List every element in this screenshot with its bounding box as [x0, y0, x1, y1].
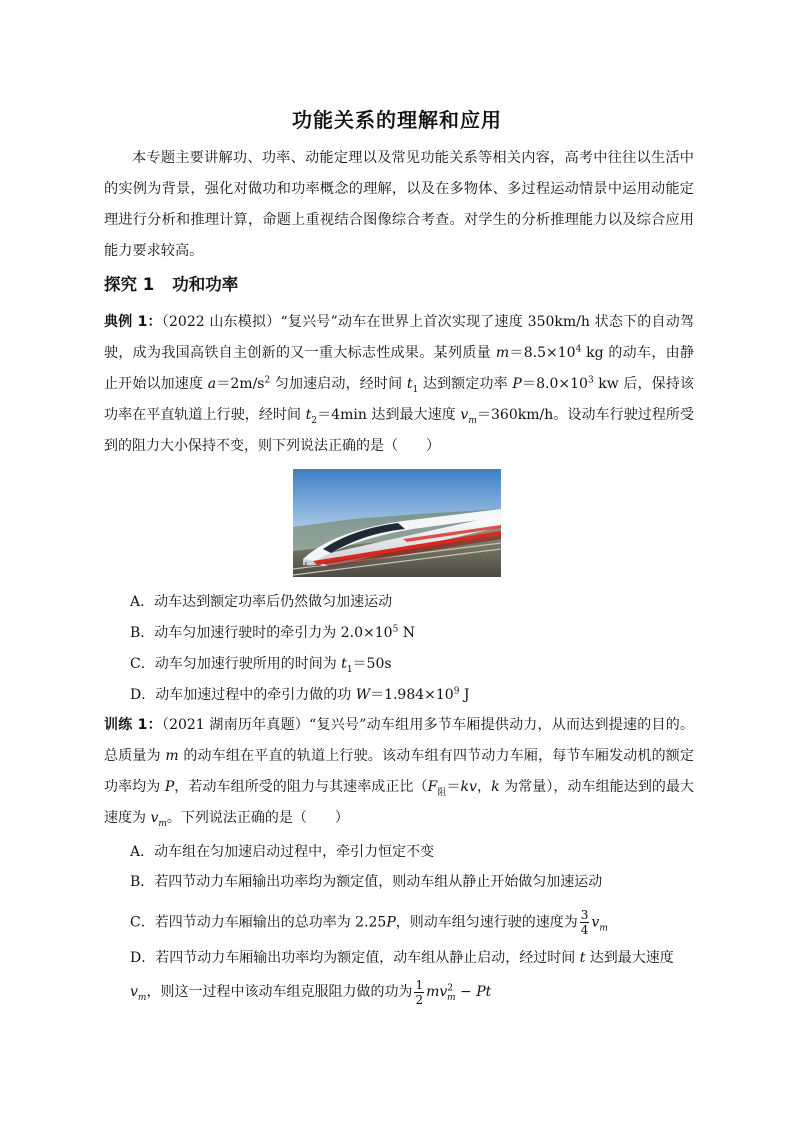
page-title: 功能关系的理解和应用	[292, 108, 502, 132]
example-1-option-a: A．动车达到额定功率后仍然做匀加速运动	[130, 594, 393, 610]
example-1-option-b: B．动车匀加速行驶时的牵引力为 $2.0\times 10^5$ N	[130, 624, 415, 641]
example-1-option-d: D．动车加速过程中的牵引力做的功 $W=1.984\times 10^9$ J	[130, 686, 470, 703]
section-heading	[104, 271, 238, 295]
training-label: 训练 1：	[104, 717, 162, 733]
training-1-option-b: B．若四节动力车厢输出功率均为额定值，则动车组从静止开始做匀加速运动	[130, 874, 603, 890]
training-1-stem: 训练 1：（2021 湖南历年真题）“复兴号”动车组用多节车厢提供动力，从而达到提速的目的。总质量为 m 的动车组在平直的轨道上行驶。该动车组有四节动力车厢，每节车厢发动机的额定功率均为 P，若动车组所受的阻力与其速率成正比（$F_阻=kv$，k 为常量），动车组能达到的最大速度为 $v_m$。下列说法正确的是（ ）	[104, 717, 695, 829]
example-1-option-c: C．动车匀加速行驶所用的时间为 $t_1=50s$	[130, 656, 392, 675]
example-source: （2022 山东模拟）	[161, 314, 281, 330]
intro-paragraph: 本专题主要讲解功、功率、动能定理以及常见功能关系等相关内容，高考中往往以生活中的实例为背景，强化对做功和功率概念的理解，以及在多物体、多过程运动情景中运用动能定理进行分析和推理计算，命题上重视结合图像综合考查。对学生的分析推理能力以及综合应用能力要求较高。	[104, 150, 694, 259]
training-source: （2021 湖南历年真题）	[161, 717, 310, 733]
training-1-option-c: C．若四节动力车厢输出的总功率为 2.25P，则动车组匀速行驶的速度为 $\frac{3}{4}$ $v_m$	[130, 908, 608, 937]
training-1-option-a: A．动车组在匀加速启动过程中，牵引力恒定不变	[130, 844, 435, 860]
example-1-stem: 典例 1：（2022 山东模拟）“复兴号”动车在世界上首次实现了速度 350km/h 状态下的自动驾驶，成为我国高铁自主创新的又一重大标志性成果。某列质量 $m=8.5\times 10^4$ kg 的动车，由静止开始以加速度 $a=2m/s^2$ 匀加速启动，经时间 $t_1$ 达到额定功率 $P=8.0\times 10^3$ kw 后，保持该功率在平直轨道上行驶，经时间 $t_2=4\min$ 达到最大速度 $v_m=360km/h$。设动车行驶过程所受到的阻力大小保持不变，则下列说法正确的是（ ）	[104, 314, 695, 454]
fraction-one-half: $\frac{1}{2}$	[415, 977, 424, 1007]
example-label: 典例 1：	[104, 314, 162, 330]
section-number: 探究 1	[104, 275, 155, 294]
training-1-option-d: D．若四节动力车厢输出功率均为额定值，动车组从静止启动，经过时间 t 达到最大速度 $v_m$，则这一过程中该动车组克服阻力做的功为 $\frac{1}{2}$ $mv^2_m - Pt$	[130, 950, 674, 1007]
train-photo	[293, 469, 501, 577]
fraction-three-quarters: $\frac{3}{4}$	[580, 908, 589, 937]
section-name: 功和功率	[172, 275, 239, 294]
